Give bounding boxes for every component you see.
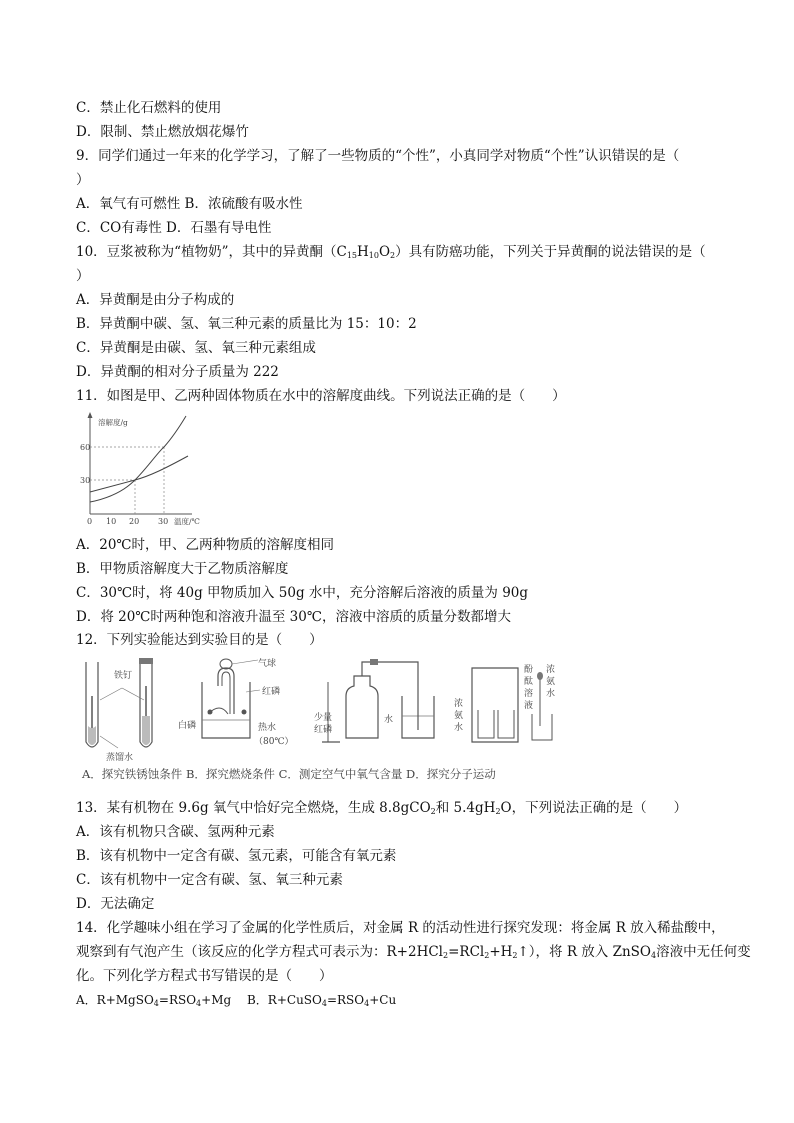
q13-text-pre: 13．某有机物在 9.6g 氧气中恰好完全燃烧，生成 8.8gCO <box>76 800 431 816</box>
q10-text-pre: 10．豆浆被称为“植物奶”，其中的异黄酮（C <box>76 244 347 260</box>
apparatus-b-beaker <box>178 657 294 747</box>
q14a-mid3: =RSO <box>326 993 365 1007</box>
label-hot-water: 热水 <box>258 723 277 733</box>
curve-yi <box>90 456 188 492</box>
question-14-option-ab <box>76 991 396 1009</box>
q14a-mid: =RSO <box>158 993 197 1007</box>
q14a-mid2: +Mg B．R+CuSO <box>201 993 322 1007</box>
q13-text-mid: 和 5.4gH <box>435 800 496 816</box>
solubility-graph <box>80 410 210 528</box>
question-13-option-c: C．该有机物中一定含有碳、氢、氧三种元素 <box>76 872 343 888</box>
q10-sub-h: 10 <box>368 251 379 260</box>
q10-o: O <box>378 244 391 260</box>
graph-ylabel: 溶解度/g <box>98 418 128 427</box>
label-water-c: 水 <box>384 715 394 725</box>
q14-l2-sub-2: 2 <box>484 951 490 960</box>
question-9-option-ab: A．氧气有可燃性 B．浓硫酸有吸水性 <box>76 196 303 212</box>
q14a-sub-1: 4 <box>153 999 159 1008</box>
x-tick-30: 30 <box>158 517 169 526</box>
label-phenol-4: 液 <box>524 701 534 711</box>
label-water-d2: 水 <box>546 689 556 699</box>
label-conc-2: 浓 <box>546 665 556 675</box>
q14-l2-sub-4: 4 <box>651 951 657 960</box>
question-13-option-b: B．该有机物中一定含有碳、氢元素，可能含有氧元素 <box>76 848 397 864</box>
question-14-line-2 <box>76 943 751 961</box>
graph-xlabel: 温度/℃ <box>174 517 200 526</box>
q10-sub-c: 15 <box>346 251 357 260</box>
q14a-sub-4: 4 <box>364 999 370 1008</box>
q14-l2-post: 溶液中无任何变 <box>656 944 751 960</box>
label-80c: （80℃） <box>254 737 294 747</box>
apparatus-d-bell-jar <box>454 663 555 742</box>
option-c-line: C．禁止化石燃料的使用 <box>76 100 222 116</box>
x-tick-10: 10 <box>106 517 117 526</box>
option-d-line: D．限制、禁止燃放烟花爆竹 <box>76 124 249 140</box>
label-distilled-water: 蒸馏水 <box>106 753 134 763</box>
label-conc-1: 浓 <box>454 699 464 709</box>
q14-l2-mid3: ↑），将 R 放入 ZnSO <box>517 944 651 960</box>
question-11-option-d: D．将 20℃时两种饱和溶液升温至 30℃，溶液中溶质的质量分数都增大 <box>76 609 511 625</box>
label-phenol-1: 酚 <box>524 665 534 675</box>
label-phenol-2: 酞 <box>524 677 534 687</box>
question-13-option-d: D．无法确定 <box>76 896 155 912</box>
q10-text-post: ）具有防癌功能，下列关于异黄酮的说法错误的是（ <box>395 244 706 260</box>
question-10 <box>76 243 706 261</box>
experiment-figure <box>78 656 558 784</box>
question-10-option-c: C．异黄酮是由碳、氢、氧三种元素组成 <box>76 340 316 356</box>
label-ammonia-1: 氨 <box>454 711 464 721</box>
label-white-phosphorus: 白磷 <box>178 721 197 731</box>
q14-l2-sub-3: 2 <box>512 951 518 960</box>
y-tick-60: 60 <box>80 443 91 452</box>
question-11-option-c: C．30℃时，将 40g 甲物质加入 50g 水中，充分溶解后溶液的质量为 90g <box>76 585 529 601</box>
question-12: 12．下列实验能达到实验目的是（ ） <box>76 632 323 648</box>
question-13-option-a: A．该有机物只含碳、氢两种元素 <box>76 824 275 840</box>
question-10-bracket: ） <box>76 268 90 284</box>
apparatus-c-flask <box>314 659 434 742</box>
q14-l2-mid2: +H <box>489 944 513 960</box>
question-13 <box>76 799 687 817</box>
question-11: 11．如图是甲、乙两种固体物质在水中的溶解度曲线。下列说法正确的是（ ） <box>76 388 566 404</box>
label-balloon: 气球 <box>258 659 277 669</box>
y-tick-30: 30 <box>80 476 91 485</box>
label-water-d1: 水 <box>454 723 464 733</box>
figure-caption: A．探究铁锈蚀条件 B．探究燃烧条件 C．测定空气中氧气含量 D．探究分子运动 <box>82 767 496 781</box>
q14-l2-mid: =RCl <box>448 944 485 960</box>
question-9: 9．同学们通过一年来的化学学习，了解了一些物质的“个性”，小真同学对物质“个性”认识错误的是（ <box>76 148 680 164</box>
q14a-sub-2: 4 <box>196 999 202 1008</box>
label-phenol-3: 溶 <box>524 689 534 699</box>
q14-l2-sub-1: 2 <box>443 951 449 960</box>
q10-h: H <box>357 244 369 260</box>
question-9-option-cd: C．CO有毒性 D．石墨有导电性 <box>76 220 272 236</box>
q13-text-post: O，下列说法正确的是（ ） <box>500 800 688 816</box>
q14a-post: +Cu <box>369 993 397 1007</box>
q10-sub-o: 2 <box>390 251 396 260</box>
x-tick-0: 0 <box>87 517 93 526</box>
q14a-pre: A．R+MgSO <box>76 993 154 1007</box>
question-14-line-3: 化。下列化学方程式书写错误的是（ ） <box>76 968 333 984</box>
q14a-sub-3: 4 <box>321 999 327 1008</box>
label-iron-nail-1: 铁钉 <box>114 671 133 681</box>
question-10-option-a: A．异黄酮是由分子构成的 <box>76 292 235 308</box>
q13-sub-h2o: 2 <box>495 807 501 816</box>
x-tick-20: 20 <box>129 517 140 526</box>
label-red-phosphorus-c: 红磷 <box>314 725 333 735</box>
question-9-bracket: ） <box>76 172 90 188</box>
label-red-phosphorus-b: 红磷 <box>262 687 281 697</box>
question-10-option-d: D．异黄酮的相对分子质量为 222 <box>76 364 279 380</box>
question-10-option-b: B．异黄酮中碳、氢、氧三种元素的质量比为 15：10：2 <box>76 316 417 332</box>
question-11-option-b: B．甲物质溶解度大于乙物质溶解度 <box>76 561 289 577</box>
apparatus-a-test-tubes <box>86 658 153 763</box>
label-small-amount: 少量 <box>314 713 333 723</box>
question-11-option-a: A．20℃时，甲、乙两种物质的溶解度相同 <box>76 537 335 553</box>
q13-sub-co2: 2 <box>430 807 436 816</box>
curve-jia <box>90 416 186 502</box>
label-ammonia-2: 氨 <box>546 677 556 687</box>
question-14: 14．化学趣味小组在学习了金属的化学性质后，对金属 R 的活动性进行探究发现：将金属 R 放入稀盐酸中， <box>76 920 725 936</box>
q14-l2-pre: 观察到有气泡产生（该反应的化学方程式可表示为：R+2HCl <box>76 944 443 960</box>
